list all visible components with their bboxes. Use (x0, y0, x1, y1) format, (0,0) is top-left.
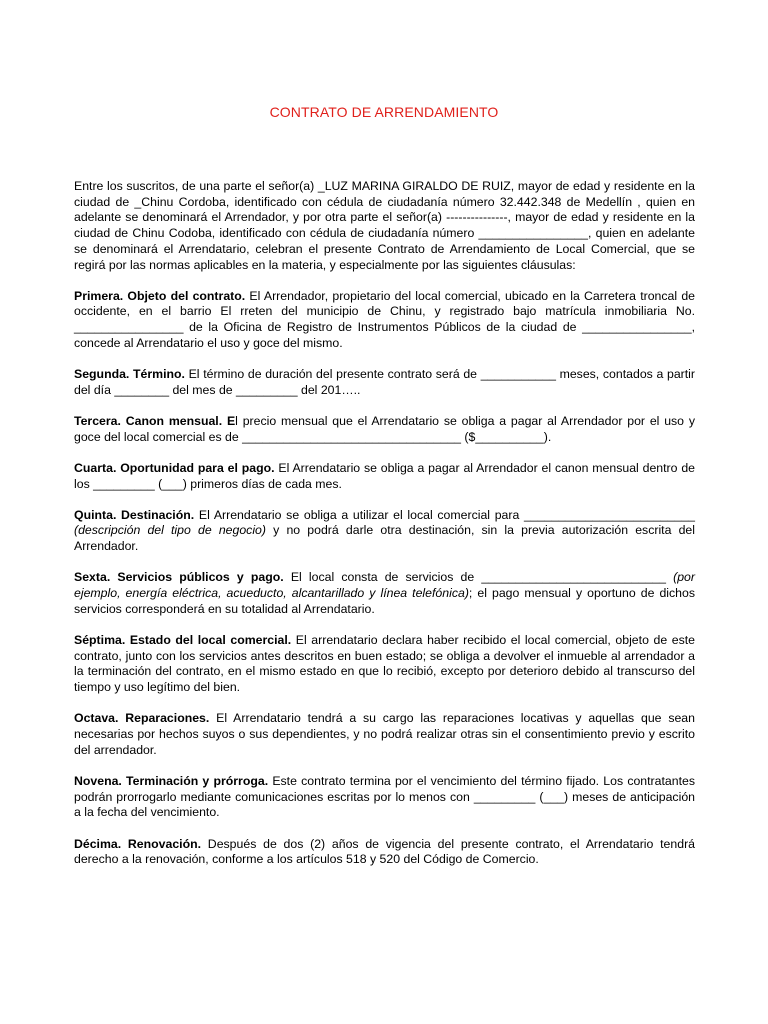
clause-tercera (74, 414, 695, 445)
clause-heading: Quinta. Destinación. (74, 507, 195, 522)
clause-heading: Octava. Reparaciones. (74, 711, 210, 726)
document-title: CONTRATO DE ARRENDAMIENTO (269, 104, 499, 120)
clause-heading: Sexta. Servicios públicos y pago. (74, 570, 284, 585)
clause-heading: Novena. Terminación y prórroga. (74, 773, 269, 788)
clause-text: l precio mensual que el Arrendatario se obliga a pagar al Arrendador por el uso y goce del local comercial es de ________________________________ ($__________). (74, 413, 695, 444)
clause-heading: Tercera. Canon mensual. E (74, 413, 236, 428)
clause-text: El Arrendatario se obliga a utilizar el local comercial para _________________________ (194, 507, 695, 522)
clause-novena (74, 774, 695, 821)
clause-text: y no podrá darle otra destinación, sin la previa autorización escrita del Arrendador. (74, 523, 695, 554)
clause-text: Después de dos (2) años de vigencia del presente contrato, el Arrendatario tendrá derecho a la renovación, conforme a los artículos 518 y 520 del Código de Comercio. (74, 836, 695, 867)
clause-text: El local consta de servicios de ___________________________ (283, 570, 674, 585)
clause-septima (74, 633, 695, 696)
clause-cuarta (74, 461, 695, 492)
clause-quinta (74, 508, 695, 555)
clause-segunda (74, 367, 695, 398)
document-body (74, 179, 695, 883)
clause-italic-note: (por ejemplo, energía eléctrica, acueducto, alcantarillado y línea telefónica) (74, 570, 695, 601)
clause-heading: Décima. Renovación. (74, 836, 202, 851)
clause-italic-note: (descripción del tipo de negocio) (74, 523, 266, 538)
clause-heading: Primera. Objeto del contrato. (74, 288, 246, 303)
intro-paragraph: Entre los suscritos, de una parte el señor(a) _LUZ MARINA GIRALDO DE RUIZ, mayor de edad y residente en la ciudad de _Chinu Cordoba, identificado con cédula de ciudadanía número 32.442.348 de Medellín , quien en adelante se denominará el Arrendador, y por otra parte el señor(a) ---------------, mayor de edad y residente en la ciudad de Chinu Codoba, identificado con cédula de ciudadanía número ________________, quien en adelante se denominará el Arrendatario, celebran el presente Contrato de Arrendamiento de Local Comercial, que se regirá por las normas aplicables en la materia, y especialmente por las siguientes cláusulas: (74, 179, 695, 272)
clause-text: El Arrendatario se obliga a pagar al Arrendador el canon mensual dentro de los _________ (___) primeros días de cada mes. (74, 460, 695, 491)
clause-text: Este contrato termina por el vencimiento del término fijado. Los contratantes podrán prorrogarlo mediante comunicaciones escritas por lo menos con _________ (___) meses de anticipación a la fecha del vencimiento. (74, 773, 695, 820)
clause-sexta (74, 570, 695, 617)
clause-octava (74, 711, 695, 758)
clause-text: ; el pago mensual y oportuno de dichos servicios corresponderá en su totalidad al Arrendatario. (74, 586, 696, 616)
clause-heading: Cuarta. Oportunidad para el pago. (74, 460, 275, 475)
clause-heading: Séptima. Estado del local comercial. (74, 632, 292, 647)
clause-primera (74, 289, 695, 352)
clause-text: El Arrendatario tendrá a su cargo las reparaciones locativas y aquellas que sean necesarias por hechos suyos o sus dependientes, y no podrá realizar otras sin el consentimiento previo y escrito del arrendador. (74, 711, 695, 757)
clause-text: El arrendatario declara haber recibido el local comercial, objeto de este contrato, junto con los servicios antes descritos en buen estado; se obliga a devolver el inmueble al arrendador a la terminación del contrato, en el mismo estado en que lo recibió, excepto por deterioro debido al transcurso del tiempo y uso legítimo del bien. (74, 632, 695, 695)
clause-decima (74, 837, 695, 868)
clause-text: El término de duración del presente contrato será de ___________ meses, contados a partir del día ________ del mes de _________ del 201….. (74, 367, 695, 397)
clause-text: El Arrendador, propietario del local comercial, ubicado en la Carretera troncal de occidente, en el barrio El rreten del municipio de Chinu, y registrado bajo matrícula inmobiliaria No. ________________ de la Oficina de Registro de Instrumentos Públicos de la ciudad de ________________, concede al Arrendatario el uso y goce del mismo. (74, 288, 695, 350)
clause-heading: Segunda. Término. (74, 367, 185, 382)
